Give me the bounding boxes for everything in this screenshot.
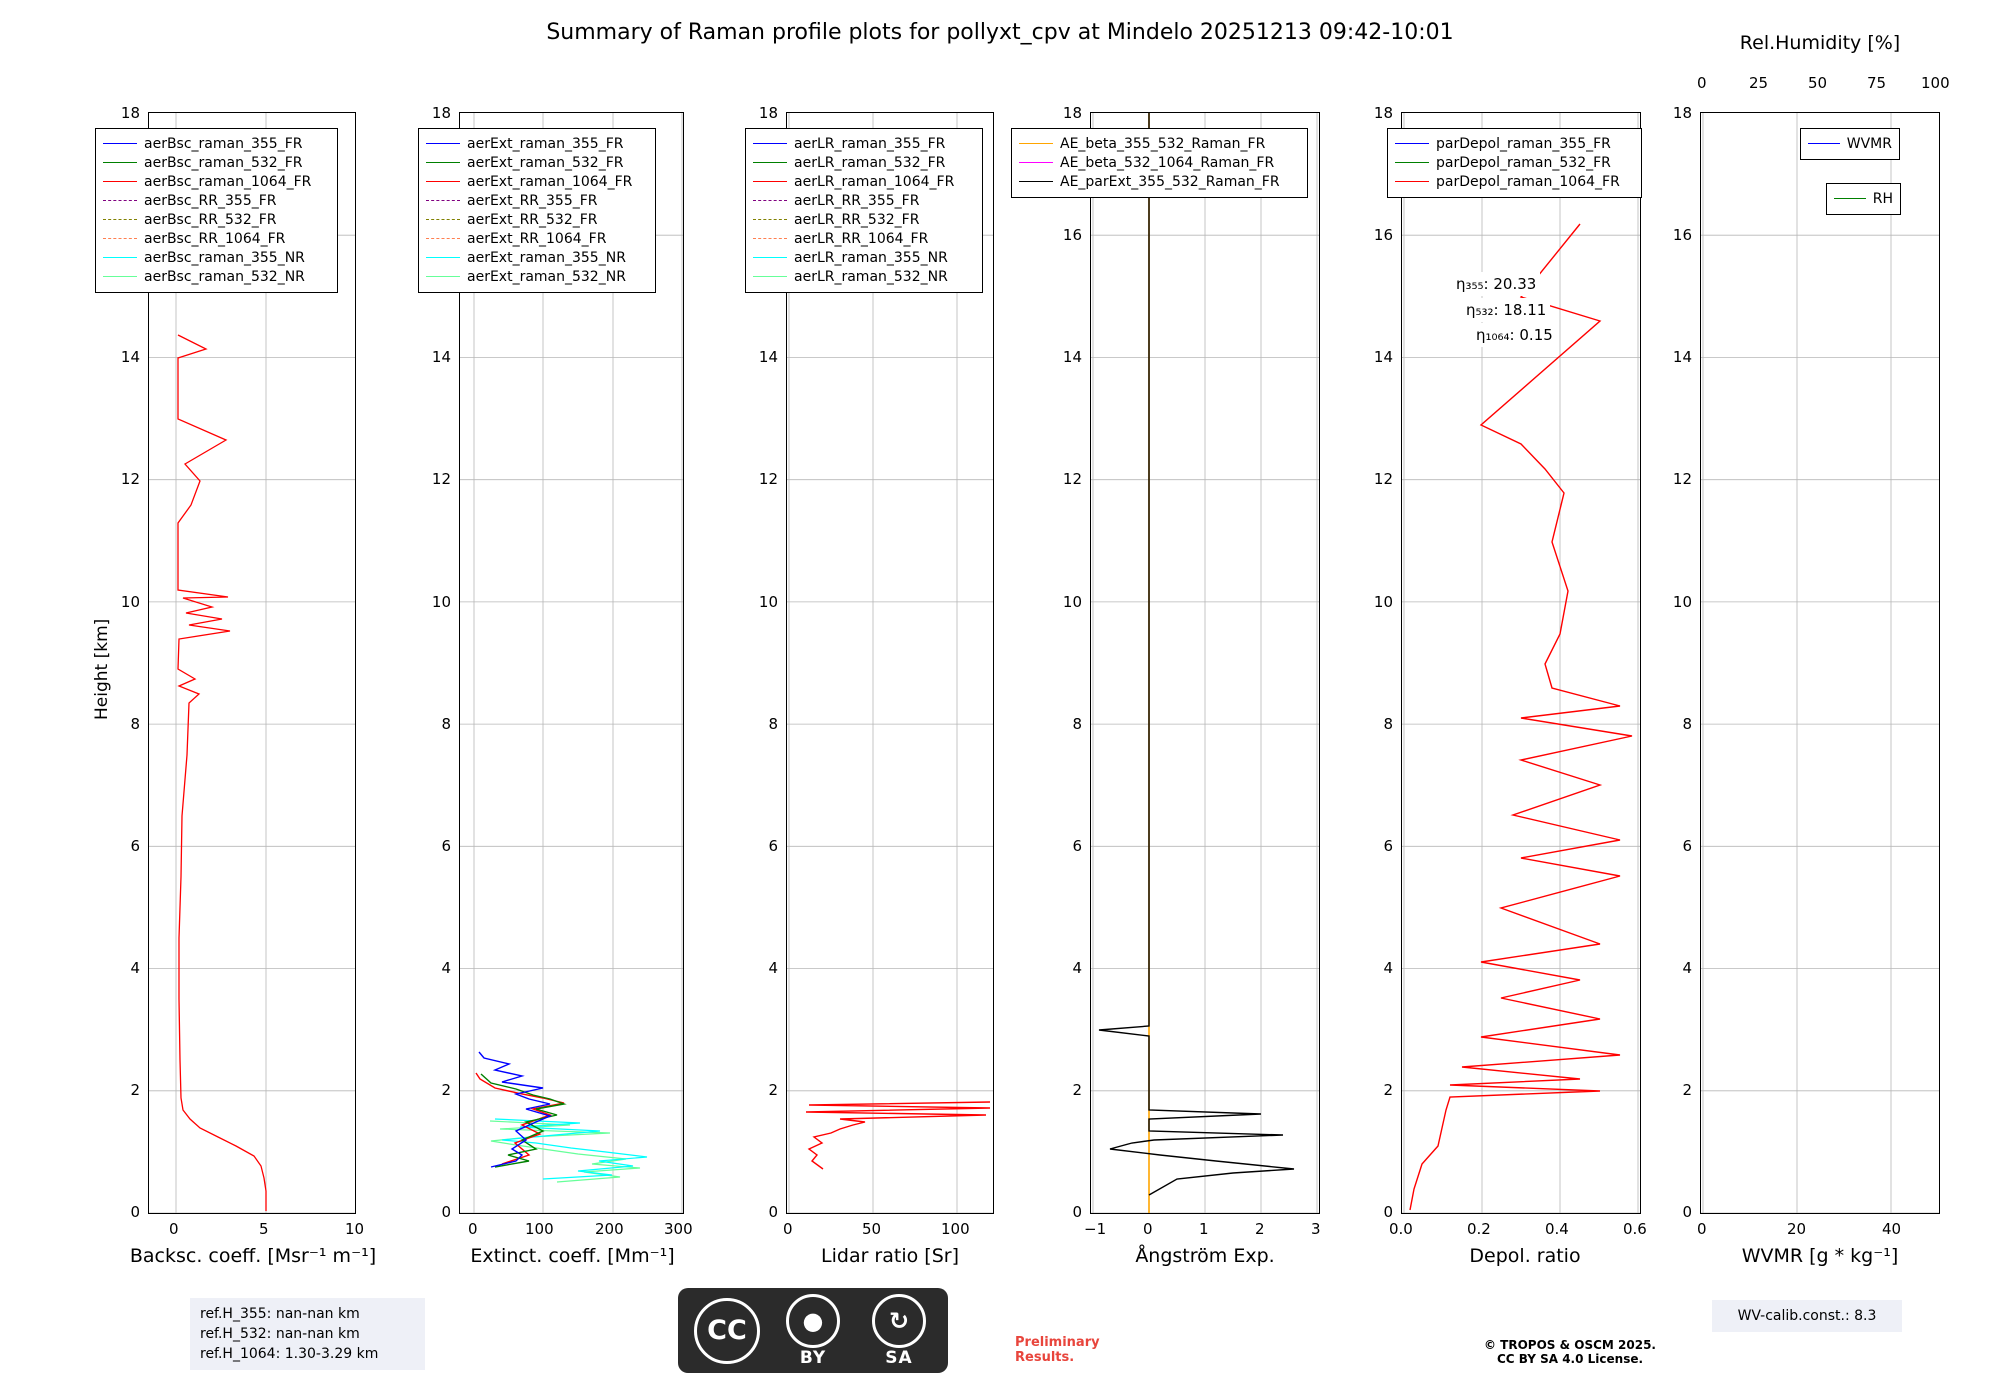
x-tick: 5 bbox=[259, 1220, 269, 1238]
legend-item: aerBsc_raman_532_NR bbox=[103, 267, 330, 286]
top-axis-label-rh: Rel.Humidity [%] bbox=[1739, 32, 1901, 54]
page-title: Summary of Raman profile plots for pollyxt_cpv at Mindelo 20251213 09:42-10:01 bbox=[546, 20, 1454, 45]
legend-item: aerBsc_RR_1064_FR bbox=[103, 229, 330, 248]
ref-h-1064: ref.H_1064: 1.30-3.29 km bbox=[200, 1346, 379, 1362]
y-tick: 6 bbox=[1682, 837, 1692, 855]
legend-item: aerBsc_RR_355_FR bbox=[103, 191, 330, 210]
x-tick: −1 bbox=[1084, 1220, 1107, 1238]
credit-line-1: © TROPOS & OSCM 2025. bbox=[1484, 1338, 1656, 1352]
legend-line bbox=[1834, 198, 1866, 199]
legend-backscatter bbox=[95, 128, 338, 293]
y-tick: 2 bbox=[1383, 1081, 1393, 1099]
legend-wvmr bbox=[1800, 128, 1900, 160]
x-tick: 0 bbox=[169, 1220, 179, 1238]
x-tick: 0 bbox=[1143, 1220, 1153, 1238]
x-tick: 0.4 bbox=[1545, 1220, 1569, 1238]
legend-line bbox=[753, 143, 787, 144]
series-parDepol_raman_1064_FR bbox=[1410, 224, 1632, 1210]
cc-by-label: BY bbox=[799, 1347, 827, 1368]
legend-item: aerExt_RR_1064_FR bbox=[426, 229, 648, 248]
person-icon: ● bbox=[786, 1294, 840, 1348]
y-tick: 0 bbox=[1383, 1203, 1393, 1221]
legend-item: aerBsc_raman_1064_FR bbox=[103, 172, 330, 191]
y-tick: 10 bbox=[1062, 593, 1082, 611]
preliminary-line-1: Preliminary bbox=[1015, 1335, 1100, 1350]
top-x-tick: 0 bbox=[1697, 74, 1707, 92]
x-axis-label-lidar-ratio: Lidar ratio [Sr] bbox=[821, 1245, 959, 1267]
x-tick: 200 bbox=[595, 1220, 624, 1238]
cc-logo bbox=[684, 1298, 770, 1364]
legend-line bbox=[753, 276, 787, 277]
y-tick: 2 bbox=[441, 1081, 451, 1099]
top-x-tick: 25 bbox=[1749, 74, 1769, 92]
y-tick: 16 bbox=[1373, 226, 1393, 244]
y-tick: 12 bbox=[1672, 470, 1692, 488]
legend-item: aerBsc_raman_355_NR bbox=[103, 248, 330, 267]
eta-532-annotation: η₅₃₂: 18.11 bbox=[1462, 298, 1550, 322]
legend-line bbox=[1395, 143, 1429, 144]
y-tick: 12 bbox=[431, 470, 451, 488]
legend-extinction bbox=[418, 128, 656, 293]
legend-line bbox=[426, 200, 460, 201]
legend-line bbox=[426, 257, 460, 258]
y-tick: 4 bbox=[1383, 959, 1393, 977]
cc-icon: CC bbox=[694, 1298, 760, 1364]
preliminary-line-2: Results. bbox=[1015, 1350, 1075, 1365]
y-tick: 14 bbox=[1672, 348, 1692, 366]
y-tick: 14 bbox=[1062, 348, 1082, 366]
legend-item: aerLR_RR_1064_FR bbox=[753, 229, 975, 248]
ref-h-355: ref.H_355: nan-nan km bbox=[200, 1306, 360, 1322]
legend-rh bbox=[1826, 183, 1901, 215]
x-tick: 0 bbox=[783, 1220, 793, 1238]
cc-by bbox=[770, 1294, 856, 1368]
legend-line bbox=[1019, 162, 1053, 163]
x-tick: 50 bbox=[862, 1220, 882, 1238]
legend-line bbox=[1019, 143, 1053, 144]
y-tick: 10 bbox=[758, 593, 778, 611]
y-tick: 12 bbox=[1373, 470, 1393, 488]
x-tick: 3 bbox=[1311, 1220, 1321, 1238]
legend-line bbox=[426, 181, 460, 182]
legend-line bbox=[426, 219, 460, 220]
series-aerBsc_raman_1064_FR bbox=[178, 335, 266, 1211]
x-tick: 40 bbox=[1882, 1220, 1902, 1238]
y-tick: 2 bbox=[768, 1081, 778, 1099]
y-tick: 18 bbox=[1062, 104, 1082, 122]
y-tick: 2 bbox=[1072, 1081, 1082, 1099]
x-tick: 10 bbox=[345, 1220, 365, 1238]
y-tick: 4 bbox=[1682, 959, 1692, 977]
y-tick: 12 bbox=[120, 470, 140, 488]
legend-item: parDepol_raman_532_FR bbox=[1395, 153, 1634, 172]
y-tick: 10 bbox=[1373, 593, 1393, 611]
legend-item: RH bbox=[1834, 189, 1893, 208]
legend-lidar-ratio bbox=[745, 128, 983, 293]
x-tick: 0 bbox=[1697, 1220, 1707, 1238]
y-tick: 6 bbox=[441, 837, 451, 855]
legend-item: WVMR bbox=[1808, 134, 1892, 153]
cc-sa bbox=[856, 1294, 942, 1368]
y-tick: 6 bbox=[1383, 837, 1393, 855]
legend-item: aerExt_RR_355_FR bbox=[426, 191, 648, 210]
legend-item: parDepol_raman_1064_FR bbox=[1395, 172, 1634, 191]
cc-sa-label: SA bbox=[885, 1347, 913, 1368]
credit-line-2: CC BY SA 4.0 License. bbox=[1496, 1352, 1644, 1366]
legend-item: aerLR_RR_355_FR bbox=[753, 191, 975, 210]
y-tick: 4 bbox=[1072, 959, 1082, 977]
legend-line bbox=[426, 162, 460, 163]
series-aerExt_raman_532_NR bbox=[490, 1121, 640, 1182]
legend-item: aerExt_RR_532_FR bbox=[426, 210, 648, 229]
x-axis-label-wvmr: WVMR [g * kg⁻¹] bbox=[1741, 1245, 1899, 1267]
y-tick: 4 bbox=[441, 959, 451, 977]
y-tick: 6 bbox=[768, 837, 778, 855]
y-axis-label-backscatter: Height [km] bbox=[92, 618, 112, 720]
plot-area-wvmr bbox=[1700, 112, 1940, 1214]
eta-1064-annotation: η₁₀₆₄: 0.15 bbox=[1472, 323, 1557, 347]
y-tick: 18 bbox=[1373, 104, 1393, 122]
y-tick: 18 bbox=[120, 104, 140, 122]
legend-line bbox=[103, 276, 137, 277]
x-axis-label-angstrom: Ångström Exp. bbox=[1135, 1245, 1275, 1267]
y-tick: 8 bbox=[1072, 715, 1082, 733]
legend-line bbox=[753, 219, 787, 220]
share-alike-icon: ↻ bbox=[872, 1294, 926, 1348]
y-tick: 14 bbox=[1373, 348, 1393, 366]
y-tick: 12 bbox=[1062, 470, 1082, 488]
y-tick: 6 bbox=[1072, 837, 1082, 855]
legend-line bbox=[103, 162, 137, 163]
legend-angstrom bbox=[1011, 128, 1308, 198]
legend-line bbox=[753, 181, 787, 182]
x-tick: 100 bbox=[941, 1220, 970, 1238]
legend-line bbox=[753, 257, 787, 258]
x-tick: 0.6 bbox=[1623, 1220, 1647, 1238]
y-tick: 8 bbox=[768, 715, 778, 733]
y-tick: 10 bbox=[431, 593, 451, 611]
y-tick: 8 bbox=[441, 715, 451, 733]
y-tick: 6 bbox=[130, 837, 140, 855]
preliminary-results-note bbox=[1015, 1335, 1100, 1365]
y-tick: 0 bbox=[1682, 1203, 1692, 1221]
legend-line bbox=[1395, 181, 1429, 182]
legend-item: aerLR_raman_532_NR bbox=[753, 267, 975, 286]
legend-item: aerExt_raman_532_FR bbox=[426, 153, 648, 172]
legend-item: AE_beta_355_532_Raman_FR bbox=[1019, 134, 1300, 153]
series-AE_parExt_355_532_Raman_FR bbox=[1099, 113, 1294, 1195]
reference-heights-box bbox=[190, 1298, 425, 1370]
y-tick: 4 bbox=[130, 959, 140, 977]
x-tick: 0.0 bbox=[1389, 1220, 1413, 1238]
x-axis-label-backscatter: Backsc. coeff. [Msr⁻¹ m⁻¹] bbox=[129, 1245, 377, 1267]
y-tick: 0 bbox=[768, 1203, 778, 1221]
y-tick: 14 bbox=[758, 348, 778, 366]
legend-item: aerExt_raman_355_FR bbox=[426, 134, 648, 153]
y-tick: 10 bbox=[120, 593, 140, 611]
x-tick: 300 bbox=[664, 1220, 693, 1238]
legend-item: aerBsc_raman_355_FR bbox=[103, 134, 330, 153]
y-tick: 0 bbox=[1072, 1203, 1082, 1221]
y-tick: 16 bbox=[1062, 226, 1082, 244]
legend-item: aerLR_raman_355_FR bbox=[753, 134, 975, 153]
y-tick: 14 bbox=[120, 348, 140, 366]
legend-line bbox=[103, 219, 137, 220]
wv-calib-const: WV-calib.const.: 8.3 bbox=[1737, 1308, 1877, 1324]
y-tick: 18 bbox=[1672, 104, 1692, 122]
y-tick: 0 bbox=[441, 1203, 451, 1221]
legend-item: aerLR_raman_355_NR bbox=[753, 248, 975, 267]
ref-h-532: ref.H_532: nan-nan km bbox=[200, 1326, 360, 1342]
legend-item: parDepol_raman_355_FR bbox=[1395, 134, 1634, 153]
y-tick: 2 bbox=[130, 1081, 140, 1099]
y-tick: 0 bbox=[130, 1203, 140, 1221]
legend-item: aerExt_raman_532_NR bbox=[426, 267, 648, 286]
x-tick: 1 bbox=[1199, 1220, 1209, 1238]
legend-line bbox=[753, 238, 787, 239]
x-axis-label-extinction: Extinct. coeff. [Mm⁻¹] bbox=[470, 1245, 675, 1267]
legend-item: AE_parExt_355_532_Raman_FR bbox=[1019, 172, 1300, 191]
legend-line bbox=[426, 238, 460, 239]
series-aerLR_raman_1064_FR bbox=[806, 1102, 990, 1169]
legend-item: AE_beta_532_1064_Raman_FR bbox=[1019, 153, 1300, 172]
legend-line bbox=[753, 200, 787, 201]
top-x-tick: 50 bbox=[1808, 74, 1828, 92]
eta-355-annotation: η₃₅₅: 20.33 bbox=[1452, 272, 1540, 296]
x-tick: 20 bbox=[1787, 1220, 1807, 1238]
legend-item: aerLR_raman_1064_FR bbox=[753, 172, 975, 191]
wv-calib-box bbox=[1712, 1300, 1902, 1332]
y-tick: 18 bbox=[758, 104, 778, 122]
copyright-credit bbox=[1450, 1338, 1690, 1366]
legend-line bbox=[1808, 143, 1840, 144]
plot-area-angstrom bbox=[1090, 112, 1320, 1214]
y-tick: 4 bbox=[768, 959, 778, 977]
legend-line bbox=[753, 162, 787, 163]
x-tick: 0.2 bbox=[1467, 1220, 1491, 1238]
y-tick: 14 bbox=[431, 348, 451, 366]
y-tick: 2 bbox=[1682, 1081, 1692, 1099]
y-tick: 12 bbox=[758, 470, 778, 488]
legend-depolarization bbox=[1387, 128, 1642, 198]
x-tick: 2 bbox=[1255, 1220, 1265, 1238]
legend-item: aerBsc_raman_532_FR bbox=[103, 153, 330, 172]
legend-line bbox=[1019, 181, 1053, 182]
legend-line bbox=[103, 143, 137, 144]
legend-item: aerExt_raman_1064_FR bbox=[426, 172, 648, 191]
legend-line bbox=[103, 238, 137, 239]
x-tick: 100 bbox=[525, 1220, 554, 1238]
y-tick: 8 bbox=[130, 715, 140, 733]
y-tick: 8 bbox=[1682, 715, 1692, 733]
legend-line bbox=[1395, 162, 1429, 163]
y-tick: 16 bbox=[1672, 226, 1692, 244]
legend-item: aerLR_raman_532_FR bbox=[753, 153, 975, 172]
top-x-tick: 75 bbox=[1867, 74, 1887, 92]
legend-line bbox=[103, 257, 137, 258]
x-axis-label-depolarization: Depol. ratio bbox=[1469, 1245, 1581, 1267]
cc-license-badge bbox=[678, 1288, 948, 1373]
x-tick: 0 bbox=[468, 1220, 478, 1238]
y-tick: 8 bbox=[1383, 715, 1393, 733]
legend-line bbox=[426, 143, 460, 144]
top-x-tick: 100 bbox=[1921, 74, 1950, 92]
legend-line bbox=[103, 200, 137, 201]
legend-item: aerBsc_RR_532_FR bbox=[103, 210, 330, 229]
y-tick: 10 bbox=[1672, 593, 1692, 611]
legend-line bbox=[103, 181, 137, 182]
legend-line bbox=[426, 276, 460, 277]
y-tick: 18 bbox=[431, 104, 451, 122]
legend-item: aerLR_RR_532_FR bbox=[753, 210, 975, 229]
legend-item: aerExt_raman_355_NR bbox=[426, 248, 648, 267]
